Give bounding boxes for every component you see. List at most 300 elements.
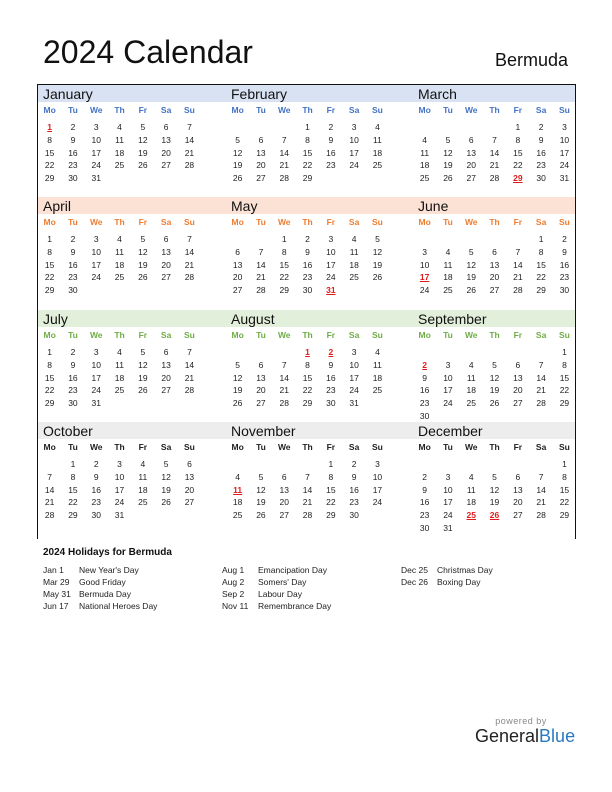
day-cell: 28 — [536, 398, 546, 409]
day-cell: 9 — [70, 359, 76, 370]
day-cell: 25 — [443, 285, 453, 296]
day-cell: 1 — [305, 122, 310, 132]
empty-day-cell — [529, 523, 552, 536]
weekday-label: Sa — [160, 217, 172, 227]
day-cell: 20 — [232, 272, 243, 283]
day-cell: 15 — [44, 259, 55, 270]
day-cell: 12 — [489, 484, 500, 495]
holiday-name: Emancipation Day — [258, 565, 327, 575]
day-cell: 2 — [538, 122, 544, 132]
day-cell: 30 — [68, 398, 78, 409]
week-row — [226, 398, 389, 411]
holiday-item — [401, 564, 493, 576]
day-cell: 17 — [349, 372, 359, 383]
holiday-day-cell: 11 — [233, 484, 243, 495]
weekday-label: Sa — [160, 442, 172, 452]
day-cell: 2 — [351, 459, 357, 469]
week-row — [38, 122, 201, 135]
day-cell: 24 — [443, 510, 453, 521]
weekday-label: Fr — [326, 330, 336, 340]
week-row — [226, 360, 389, 373]
day-cell: 14 — [184, 246, 195, 257]
day-cell: 24 — [91, 160, 101, 171]
empty-day-cell — [178, 510, 201, 523]
week-row — [413, 173, 576, 186]
day-cell: 15 — [302, 372, 313, 383]
week-row — [38, 360, 201, 373]
weekday-label: Th — [302, 105, 313, 115]
day-cell: 11 — [115, 359, 124, 370]
day-cell: 22 — [302, 160, 313, 171]
holiday-date: Dec 25 — [401, 565, 428, 575]
day-cell: 22 — [536, 272, 546, 283]
day-cell: 30 — [419, 411, 430, 421]
day-cell: 10 — [443, 484, 453, 495]
week-row — [226, 260, 389, 273]
day-cell: 22 — [44, 385, 55, 396]
holiday-date: Dec 26 — [401, 577, 428, 587]
holiday-day-cell: 29 — [513, 173, 523, 184]
day-cell: 14 — [44, 484, 55, 495]
weekday-label: We — [277, 442, 291, 452]
day-cell: 19 — [372, 259, 383, 270]
day-cell: 2 — [562, 234, 567, 244]
day-cell: 27 — [232, 285, 243, 296]
empty-day-cell — [178, 398, 201, 411]
day-cell: 11 — [115, 246, 124, 257]
day-cell: 22 — [44, 160, 55, 171]
weekday-header-row — [38, 330, 201, 343]
day-cell: 16 — [419, 497, 430, 508]
empty-day-cell — [273, 459, 296, 472]
day-cell: 7 — [258, 246, 264, 257]
day-cell: 15 — [559, 484, 570, 495]
day-cell: 11 — [466, 484, 476, 495]
day-cell: 15 — [68, 484, 78, 495]
day-cell: 28 — [256, 285, 266, 296]
day-cell: 11 — [373, 359, 382, 370]
day-cell: 20 — [184, 484, 195, 495]
empty-day-cell — [319, 173, 342, 186]
empty-day-cell — [249, 122, 272, 135]
day-cell: 1 — [47, 234, 53, 244]
day-cell: 29 — [44, 173, 55, 184]
day-cell: 17 — [372, 484, 383, 495]
day-cell: 13 — [161, 359, 171, 370]
day-cell: 24 — [349, 385, 359, 396]
week-row — [413, 247, 576, 260]
month-name: May — [231, 198, 258, 214]
day-cell: 16 — [419, 385, 430, 396]
weekday-label: Tu — [443, 330, 453, 340]
holiday-day-cell: 2 — [328, 347, 334, 357]
day-cell: 2 — [70, 234, 76, 244]
day-cell: 9 — [562, 246, 567, 257]
day-cell: 15 — [44, 147, 55, 158]
empty-day-cell — [131, 398, 154, 411]
weekday-header-row — [226, 217, 389, 230]
day-cell: 14 — [513, 259, 523, 270]
day-cell: 21 — [184, 259, 195, 270]
day-cell: 1 — [70, 459, 76, 469]
day-cell: 28 — [489, 173, 500, 184]
empty-day-cell — [436, 459, 459, 472]
day-cell: 13 — [232, 259, 243, 270]
weekday-label: Mo — [43, 442, 56, 452]
day-cell: 31 — [114, 510, 125, 521]
day-cell: 29 — [68, 510, 78, 521]
day-cell: 30 — [326, 398, 336, 409]
weekday-label: Tu — [68, 105, 78, 115]
day-cell: 10 — [443, 372, 453, 383]
weekday-header-row — [38, 105, 201, 118]
week-row — [226, 285, 389, 298]
day-cell: 21 — [279, 385, 289, 396]
day-cell: 2 — [305, 234, 310, 244]
weekday-label: Th — [489, 105, 500, 115]
day-cell: 29 — [559, 398, 570, 409]
day-cell: 6 — [515, 359, 521, 370]
weekday-label: Mo — [43, 330, 56, 340]
day-cell: 24 — [372, 497, 383, 508]
empty-day-cell — [436, 234, 459, 247]
day-cell: 23 — [536, 160, 546, 171]
day-cell: 10 — [91, 359, 101, 370]
day-cell: 21 — [536, 385, 546, 396]
day-cell: 27 — [256, 398, 266, 409]
day-cell: 16 — [302, 259, 313, 270]
week-row — [226, 347, 389, 360]
day-cell: 10 — [349, 359, 359, 370]
day-cell: 7 — [515, 246, 521, 257]
day-cell: 6 — [163, 122, 169, 132]
weekday-header-row — [413, 217, 576, 230]
day-cell: 7 — [47, 471, 53, 482]
day-cell: 18 — [114, 372, 125, 383]
day-cell: 17 — [91, 259, 101, 270]
weekday-label: Tu — [68, 330, 78, 340]
day-cell: 3 — [117, 459, 122, 469]
day-cell: 24 — [326, 272, 336, 283]
day-cell: 29 — [302, 398, 313, 409]
day-cell: 1 — [281, 234, 287, 244]
month-name: November — [231, 423, 296, 439]
day-cell: 23 — [419, 398, 430, 409]
weekday-label: Fr — [138, 442, 148, 452]
empty-day-cell — [108, 173, 131, 186]
empty-day-cell — [154, 398, 177, 411]
day-cell: 3 — [375, 459, 380, 469]
day-cell: 5 — [140, 234, 146, 244]
week-row — [226, 485, 389, 498]
day-cell: 8 — [281, 246, 287, 257]
week-row — [413, 360, 576, 373]
week-row — [226, 272, 389, 285]
day-cell: 19 — [232, 385, 243, 396]
day-cell: 18 — [138, 484, 148, 495]
day-cell: 14 — [302, 484, 313, 495]
day-cell: 24 — [559, 160, 570, 171]
day-cell: 26 — [443, 173, 453, 184]
weekday-label: Tu — [443, 105, 453, 115]
day-cell: 3 — [93, 347, 99, 357]
empty-day-cell — [366, 173, 389, 186]
week-row — [38, 247, 201, 260]
quarter-band — [38, 310, 575, 327]
empty-day-cell — [483, 347, 506, 360]
weekday-label: Sa — [160, 105, 172, 115]
day-cell: 2 — [70, 347, 76, 357]
week-row — [413, 347, 576, 360]
day-cell: 29 — [44, 285, 55, 296]
day-cell: 10 — [91, 246, 101, 257]
day-cell: 21 — [513, 272, 523, 283]
weekday-label: Fr — [138, 217, 148, 227]
day-cell: 3 — [328, 234, 334, 244]
day-cell: 30 — [68, 285, 78, 296]
day-cell: 6 — [235, 246, 241, 257]
day-cell: 17 — [326, 259, 336, 270]
day-cell: 23 — [559, 272, 570, 283]
weekday-header-row — [38, 442, 201, 455]
day-cell: 20 — [256, 385, 266, 396]
day-cell: 9 — [93, 471, 99, 482]
empty-day-cell — [131, 510, 154, 523]
day-cell: 10 — [114, 471, 125, 482]
day-cell: 6 — [163, 347, 169, 357]
empty-day-cell — [366, 285, 389, 298]
weekday-label: Th — [114, 330, 125, 340]
day-cell: 9 — [70, 134, 76, 145]
powered-by-text: powered by — [495, 716, 547, 726]
day-cell: 29 — [302, 173, 313, 184]
day-cell: 12 — [138, 134, 148, 145]
week-row — [413, 485, 576, 498]
day-cell: 7 — [187, 234, 192, 244]
quarter-band — [38, 422, 575, 439]
day-cell: 24 — [443, 398, 453, 409]
month-name: June — [418, 198, 449, 214]
day-cell: 14 — [536, 484, 546, 495]
empty-day-cell — [226, 234, 249, 247]
holiday-day-cell: 25 — [466, 510, 476, 521]
weekday-label: Mo — [43, 105, 56, 115]
week-row — [413, 510, 576, 523]
day-cell: 27 — [161, 385, 171, 396]
day-cell: 17 — [349, 147, 359, 158]
weekday-label: Tu — [443, 217, 453, 227]
weekday-label: Fr — [326, 442, 336, 452]
weekday-label: We — [277, 105, 291, 115]
empty-day-cell — [342, 285, 365, 298]
holiday-date: Jun 17 — [43, 601, 69, 611]
day-cell: 17 — [91, 372, 101, 383]
brand-name — [475, 726, 576, 747]
week-row — [226, 247, 389, 260]
weekday-label: Su — [558, 105, 570, 115]
month-name: February — [231, 86, 288, 102]
holiday-name: National Heroes Day — [79, 601, 158, 611]
day-cell: 8 — [562, 359, 567, 370]
day-cell: 19 — [138, 147, 148, 158]
holiday-name: Bermuda Day — [79, 589, 131, 599]
day-cell: 6 — [163, 234, 169, 244]
day-cell: 5 — [492, 359, 497, 370]
empty-day-cell — [226, 347, 249, 360]
day-cell: 25 — [419, 173, 430, 184]
day-cell: 19 — [232, 160, 243, 171]
weekday-label: Su — [183, 217, 195, 227]
weekday-label: Sa — [160, 330, 172, 340]
day-cell: 17 — [91, 147, 101, 158]
week-row — [38, 497, 201, 510]
weekday-label: Mo — [231, 330, 244, 340]
day-cell: 21 — [184, 372, 195, 383]
day-cell: 13 — [513, 484, 523, 495]
weekday-label: Th — [302, 442, 313, 452]
day-cell: 21 — [44, 497, 55, 508]
day-cell: 11 — [466, 372, 476, 383]
week-row — [413, 497, 576, 510]
empty-day-cell — [366, 398, 389, 411]
empty-day-cell — [226, 459, 249, 472]
day-cell: 3 — [351, 122, 357, 132]
day-cell: 5 — [140, 347, 146, 357]
day-cell: 22 — [44, 272, 55, 283]
day-cell: 26 — [138, 385, 148, 396]
day-cell: 12 — [161, 471, 171, 482]
day-cell: 25 — [114, 272, 125, 283]
empty-day-cell — [249, 459, 272, 472]
day-cell: 7 — [187, 122, 192, 132]
day-cell: 13 — [466, 147, 476, 158]
day-cell: 20 — [489, 272, 500, 283]
weekday-header-row — [226, 330, 389, 343]
day-cell: 23 — [326, 385, 336, 396]
weekday-label: Tu — [256, 330, 266, 340]
day-cell: 26 — [232, 173, 243, 184]
day-cell: 15 — [302, 147, 313, 158]
day-cell: 13 — [161, 134, 171, 145]
holidays-column — [43, 564, 157, 612]
day-cell: 8 — [70, 471, 76, 482]
day-cell: 21 — [279, 160, 289, 171]
day-cell: 2 — [422, 471, 428, 482]
holiday-item — [43, 600, 157, 612]
day-cell: 28 — [279, 398, 289, 409]
day-cell: 25 — [138, 497, 148, 508]
day-cell: 11 — [373, 134, 382, 145]
day-cell: 18 — [466, 385, 476, 396]
weekday-label: Th — [114, 217, 125, 227]
day-cell: 5 — [163, 459, 169, 469]
empty-day-cell — [483, 523, 506, 536]
day-cell: 31 — [349, 398, 359, 409]
holiday-date: Mar 29 — [43, 577, 70, 587]
day-cell: 25 — [372, 385, 383, 396]
day-cell: 23 — [419, 510, 430, 521]
day-cell: 12 — [256, 484, 266, 495]
weekday-label: Tu — [256, 217, 266, 227]
week-row — [413, 160, 576, 173]
day-cell: 15 — [536, 259, 546, 270]
day-cell: 14 — [256, 259, 266, 270]
day-cell: 26 — [489, 398, 500, 409]
week-row — [38, 485, 201, 498]
day-cell: 9 — [538, 134, 544, 145]
empty-day-cell — [506, 523, 529, 536]
day-cell: 8 — [562, 471, 567, 482]
weekday-label: Fr — [138, 330, 148, 340]
week-row — [226, 497, 389, 510]
holiday-date: Aug 2 — [222, 577, 245, 587]
weekday-label: Su — [371, 105, 383, 115]
day-cell: 4 — [117, 122, 122, 132]
day-cell: 27 — [513, 398, 523, 409]
day-cell: 8 — [538, 246, 544, 257]
day-cell: 3 — [445, 359, 451, 370]
weekday-header-row — [413, 105, 576, 118]
day-cell: 19 — [138, 259, 148, 270]
weekday-label: Mo — [231, 105, 244, 115]
day-cell: 4 — [445, 246, 451, 257]
week-row — [413, 234, 576, 247]
day-cell: 10 — [349, 134, 359, 145]
weekday-label: Fr — [138, 105, 148, 115]
day-cell: 15 — [279, 259, 289, 270]
week-row — [38, 173, 201, 186]
weekday-header-row — [413, 442, 576, 455]
weekday-label: Th — [302, 217, 313, 227]
holiday-name: Christmas Day — [437, 565, 493, 575]
day-cell: 30 — [559, 285, 570, 296]
day-cell: 24 — [349, 160, 359, 171]
page-title: 2024 Calendar — [43, 34, 253, 70]
day-cell: 29 — [326, 510, 336, 521]
week-row — [413, 523, 576, 536]
weekday-label: Sa — [348, 330, 360, 340]
day-cell: 14 — [279, 372, 289, 383]
holidays-column — [401, 564, 493, 588]
day-cell: 29 — [536, 285, 546, 296]
holidays-column — [222, 564, 331, 612]
week-row — [38, 510, 201, 523]
holiday-name: Good Friday — [79, 577, 126, 587]
weekday-label: Su — [371, 330, 383, 340]
day-cell: 7 — [538, 359, 544, 370]
weekday-label: Th — [489, 330, 500, 340]
empty-day-cell — [131, 173, 154, 186]
day-cell: 7 — [281, 359, 287, 370]
weekday-label: Tu — [443, 442, 453, 452]
weekday-label: Su — [371, 217, 383, 227]
month-name: August — [231, 311, 275, 327]
holiday-item — [222, 576, 331, 588]
day-cell: 8 — [47, 134, 53, 145]
day-cell: 7 — [538, 471, 544, 482]
weekday-header-row — [413, 330, 576, 343]
empty-day-cell — [154, 173, 177, 186]
day-cell: 25 — [372, 160, 383, 171]
generalblue-logo[interactable] — [475, 716, 576, 747]
day-cell: 4 — [375, 347, 380, 357]
day-cell: 27 — [256, 173, 266, 184]
quarter-2 — [38, 197, 575, 309]
month-name: September — [418, 311, 487, 327]
month-name: January — [43, 86, 93, 102]
week-row — [226, 385, 389, 398]
day-cell: 6 — [515, 471, 521, 482]
